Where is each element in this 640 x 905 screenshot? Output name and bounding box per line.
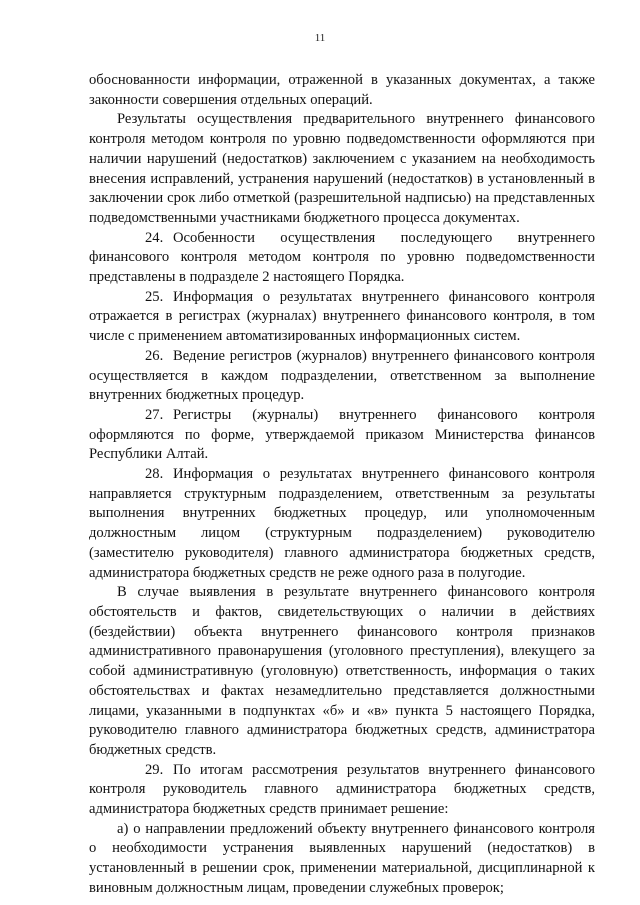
paragraph-28: 28. Информация о результатах внутреннего финансового контроля направляется структурным подразделением, ответственным за результаты выполнения внутренних бюджетных процедур, или уполномоченным должностным лицом (структурным подразделением) руководителю (заместителю руководителя) главного администратора бюджетных средств, администратора бюджетных средств не реже одного раза в полугодие.: [89, 466, 595, 581]
paragraph-number: 28.: [145, 466, 164, 483]
paragraph-26: 26. Ведение регистров (журналов) внутреннего финансового контроля осуществляется в каждом подразделении, ответственном за выполнение внутренних бюджетных процедур.: [89, 347, 595, 404]
page-number: 11: [314, 32, 326, 44]
paragraph-number: 29.: [145, 761, 164, 778]
paragraph-29: 29. По итогам рассмотрения результатов внутреннего финансового контроля руководитель главного администратора бюджетных средств, администратора бюджетных средств принимает решение:: [89, 761, 595, 818]
paragraph-number: 25.: [145, 288, 164, 305]
paragraph-27: 27. Регистры (журналы) внутреннего финансового контроля оформляются по форме, утверждаемой приказом Министерства финансов Республики Алтай.: [89, 406, 595, 463]
document-body: [89, 71, 595, 899]
paragraph-24: 24. Особенности осуществления последующего внутреннего финансового контроля методом контроля по уровню подведомственности представлены в подразделе 2 настоящего Порядка.: [89, 229, 595, 286]
paragraph-number: 27.: [145, 406, 164, 423]
paragraph-number: 26.: [145, 347, 164, 364]
paragraph-results-preliminary-control: Результаты осуществления предварительного внутреннего финансового контроля методом контроля по уровню подведомственности оформляются при наличии нарушений (недостатков) заключением с указанием на необходимость внесения исправлений, устранения нарушений (недостатков) в установленный в заключении срок либо отметкой (разрешительной надписью) на представленных подведомственными участниками бюджетного процесса документах.: [89, 111, 595, 226]
paragraph-continuation: обоснованности информации, отраженной в указанных документах, а также законности совершения отдельных операций.: [89, 72, 595, 108]
paragraph-number: 24.: [145, 229, 164, 246]
paragraph-violations-detected: В случае выявления в результате внутреннего финансового контроля обстоятельств и фактов, свидетельствующих о наличии в действиях (бездействии) объекта внутреннего финансового контроля признаков административного правонарушения (уголовного преступления), влекущего за собой административную (уголовную) ответственность, информация о таких обстоятельствах и фактах незамедлительно представляется должностными лицами, указанными в подпунктах «б» и «в» пункта 5 настоящего Порядка, руководителю главного администратора бюджетных средств, администратора бюджетных средств.: [89, 584, 595, 758]
paragraph-25: 25. Информация о результатах внутреннего финансового контроля отражается в регистрах (журналах) внутреннего финансового контроля, в том числе с применением автоматизированных информационных систем.: [89, 288, 595, 345]
subparagraph-a: а) о направлении предложений объекту внутреннего финансового контроля о необходимости устранения выявленных нарушений (недостатков) в установленный в решении срок, применении материальной, дисциплинарной к виновным должностным лицам, проведении служебных проверок;: [89, 820, 595, 896]
